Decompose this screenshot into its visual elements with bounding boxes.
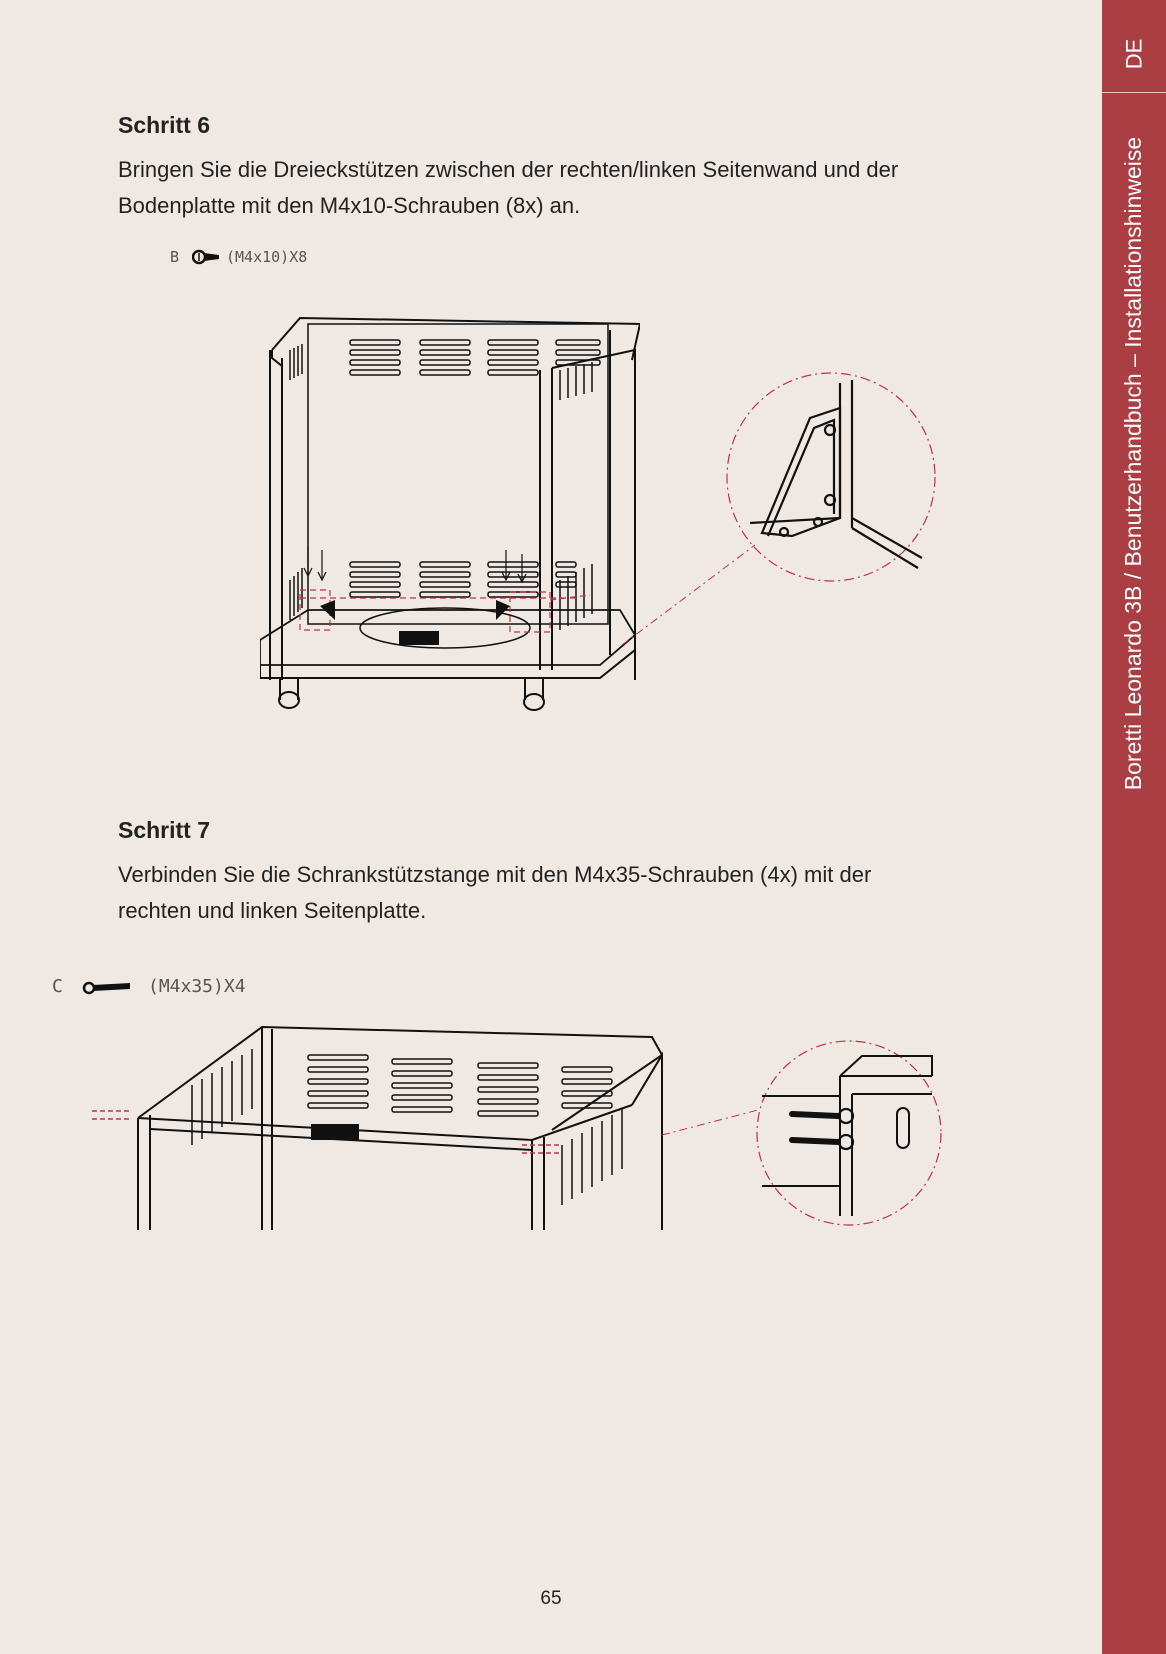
step6-part-spec: (M4x10)X8	[226, 248, 308, 266]
step6-part-letter: B	[170, 248, 180, 266]
screw-m4x10-icon	[192, 247, 222, 267]
step6-cabinet-drawing	[260, 310, 640, 740]
step7-title: Schritt 7	[118, 817, 211, 843]
step7-callout-connector	[660, 1100, 760, 1140]
screw-m4x35-icon	[82, 978, 132, 998]
sidebar-title-box	[1102, 104, 1166, 822]
step6-text	[118, 152, 1018, 224]
sidebar-title: Boretti Leonardo 3B / Benutzerhandbuch – Installationshinweise	[1120, 136, 1147, 790]
step6-detail-bracket	[722, 368, 940, 586]
step6-title: Schritt 6	[118, 112, 211, 138]
page-number: 65	[540, 1588, 562, 1609]
step6-text-line1: Bringen Sie die Dreieckstützen zwischen der rechten/linken Seitenwand und der	[118, 157, 899, 182]
step7-detail-screws	[752, 1036, 946, 1230]
step7-text	[118, 857, 1018, 929]
step7-text-line2: rechten und linken Seitenplatte.	[118, 898, 427, 923]
step7-text-line1: Verbinden Sie die Schrankstützstange mit den M4x35-Schrauben (4x) mit der	[118, 862, 872, 887]
language-label: DE	[1121, 38, 1146, 70]
sidebar-divider	[1102, 92, 1166, 93]
step7-cabinet-drawing	[92, 1015, 672, 1230]
step7-part-letter: C	[52, 976, 63, 997]
step7-part-spec: (M4x35)X4	[148, 976, 246, 997]
language-tab	[1102, 18, 1166, 90]
step6-text-line2: Bodenplatte mit den M4x10-Schrauben (8x) an.	[118, 193, 581, 218]
